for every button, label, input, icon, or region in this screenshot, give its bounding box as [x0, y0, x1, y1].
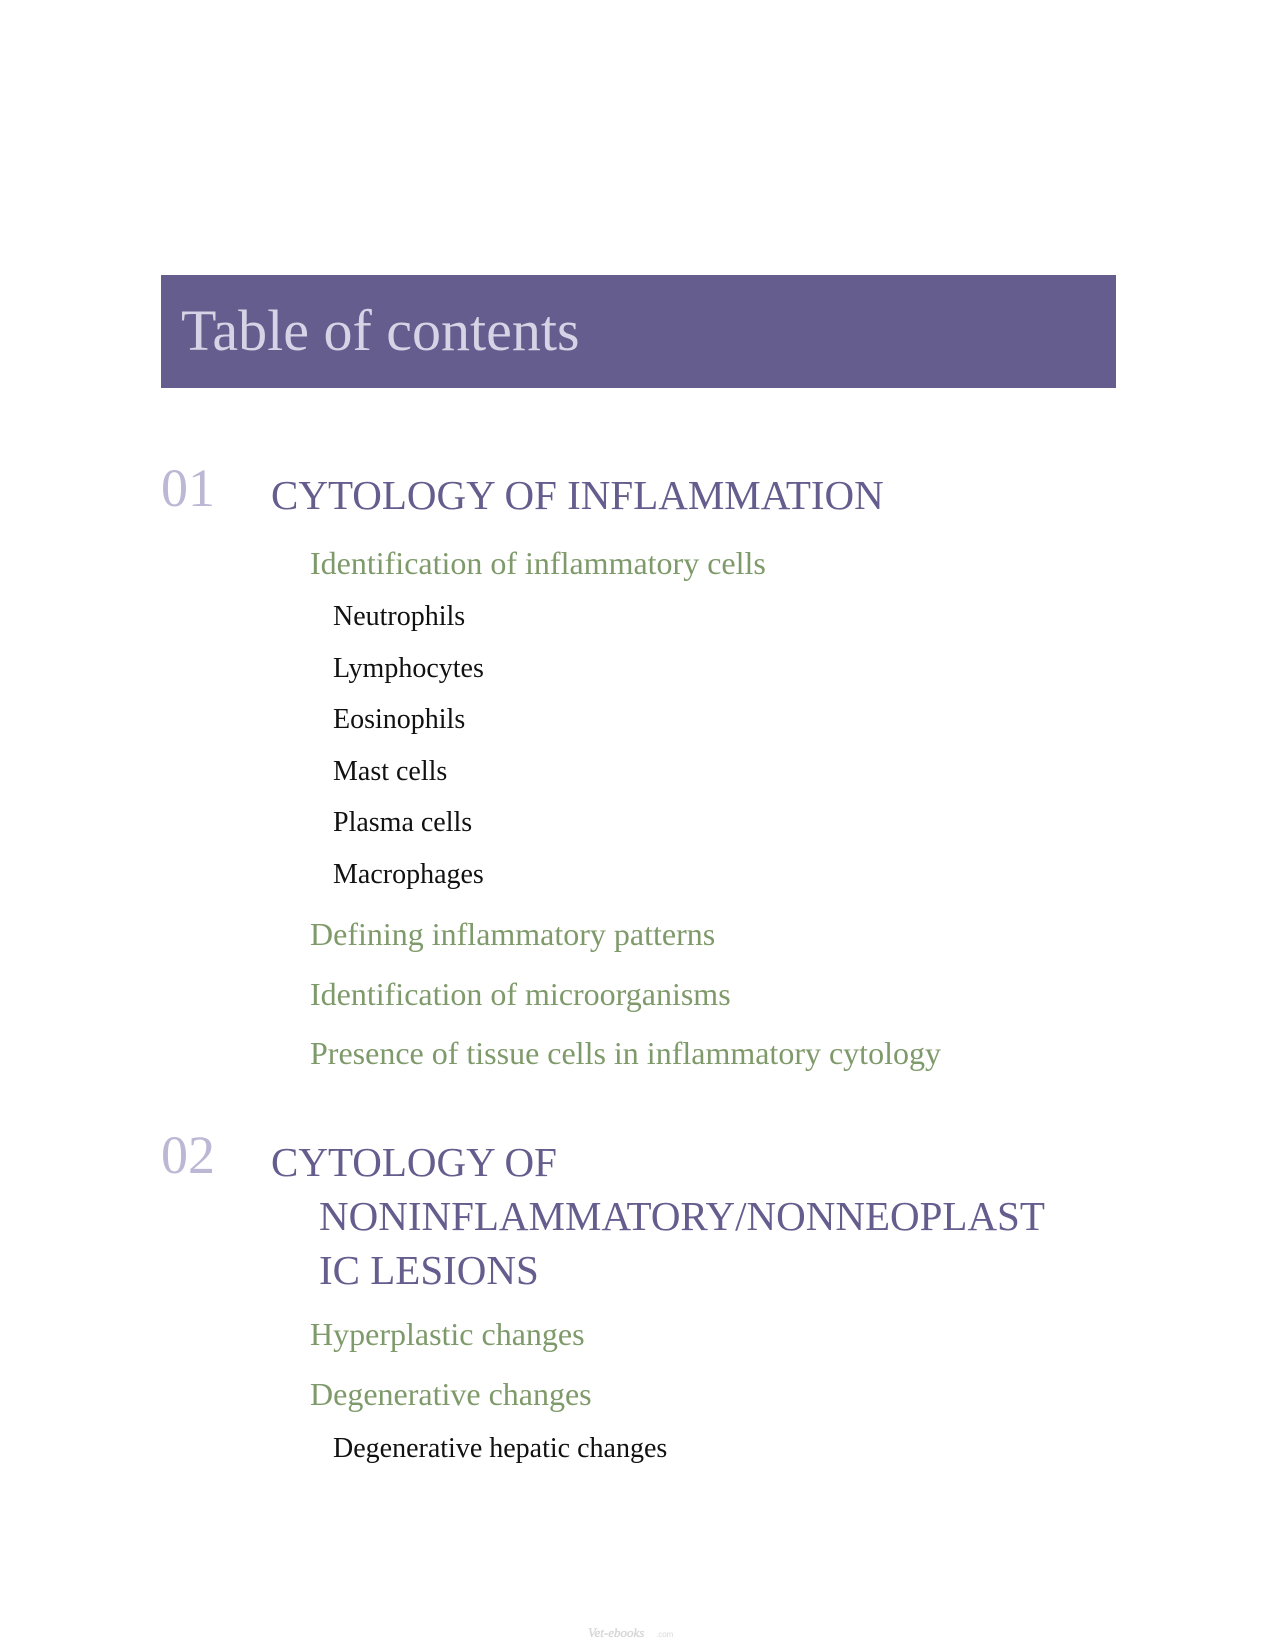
section-link[interactable]: Identification of inflammatory cells	[310, 545, 766, 581]
svg-text:.com: .com	[656, 1630, 674, 1639]
subsection-link[interactable]: Neutrophils	[333, 601, 466, 632]
chapter-number: 02	[161, 1125, 215, 1185]
subsection-link[interactable]: Lymphocytes	[333, 653, 484, 684]
chapter-number: 01	[161, 458, 215, 518]
chapter-title-line: NONINFLAMMATORY/NONNEOPLAST	[319, 1193, 1045, 1239]
subsection-link[interactable]: Macrophages	[333, 859, 484, 890]
section-link[interactable]: Defining inflammatory patterns	[310, 916, 716, 952]
subsection-link[interactable]: Eosinophils	[333, 704, 466, 735]
watermark-logo	[586, 1622, 696, 1642]
section-link[interactable]: Presence of tissue cells in inflammatory cytology	[310, 1035, 941, 1071]
page-title: Table of contents	[181, 298, 580, 363]
section-link[interactable]: Degenerative changes	[310, 1376, 592, 1412]
chapter-title-line: IC LESIONS	[319, 1247, 539, 1293]
section-link[interactable]: Identification of microorganisms	[310, 976, 731, 1012]
svg-text:Vet-ebooks: Vet-ebooks	[588, 1625, 645, 1640]
toc-header-bar	[161, 275, 1116, 388]
subsection-link[interactable]: Mast cells	[333, 756, 448, 787]
chapter-title-line: CYTOLOGY OF INFLAMMATION	[271, 472, 884, 518]
subsection-link[interactable]: Plasma cells	[333, 807, 473, 838]
chapter-title-link[interactable]	[271, 1135, 1111, 1297]
chapter-title-link[interactable]	[271, 468, 1111, 522]
section-link[interactable]: Hyperplastic changes	[310, 1316, 585, 1352]
chapter-title-line: CYTOLOGY OF	[271, 1139, 557, 1185]
subsection-link[interactable]: Degenerative hepatic changes	[333, 1433, 668, 1464]
